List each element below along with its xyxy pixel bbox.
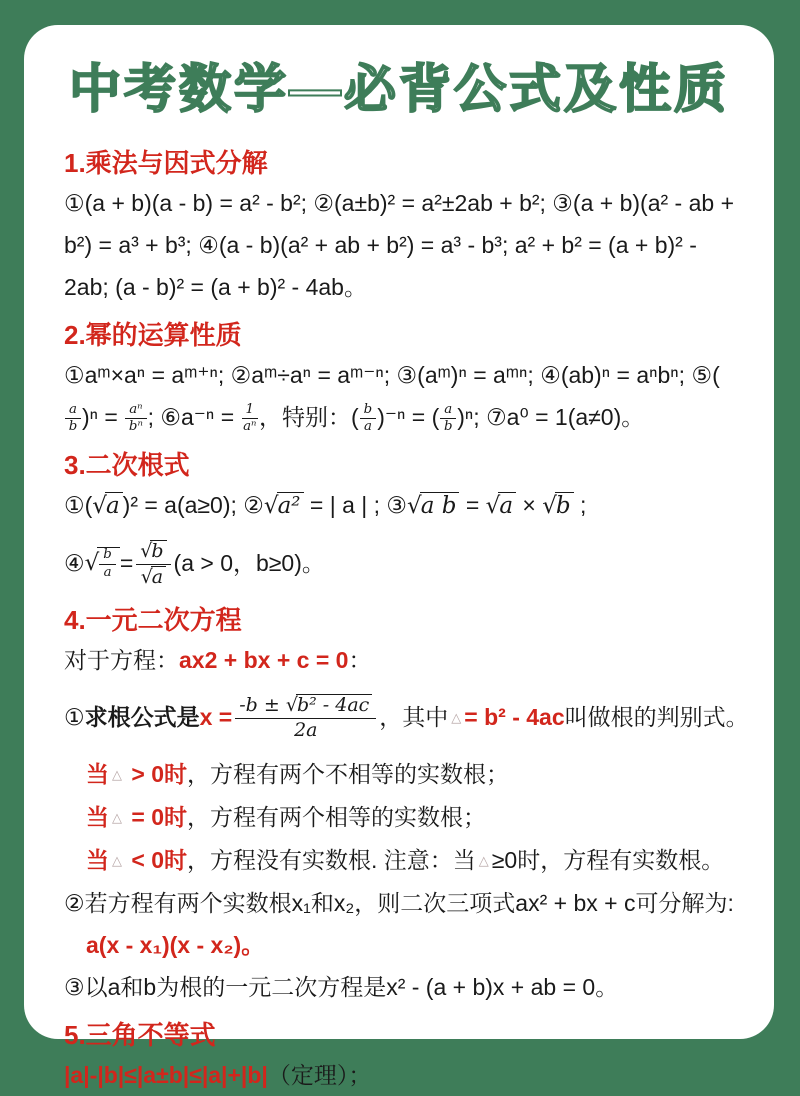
equation-highlight: = b² - 4ac	[464, 704, 565, 731]
fraction-denominator: aⁿ	[243, 419, 257, 435]
fraction-numerator	[235, 694, 376, 719]
radical	[542, 485, 573, 527]
formula-segment: )⁻ⁿ = (	[377, 404, 440, 430]
radicand: a	[151, 566, 166, 589]
quadratic-formula-fraction	[235, 694, 376, 742]
radicand: a b	[420, 492, 460, 519]
fraction-numerator	[136, 540, 170, 565]
case-text: ，方程有两个不相等的实数根；	[187, 761, 510, 787]
radical-sign: √	[263, 493, 277, 519]
radicand: a²	[277, 492, 304, 519]
formula-line-s3-2	[64, 535, 734, 593]
formula-segment: )² = a(a≥0); ②	[122, 492, 264, 518]
formula-segment: ①aᵐ×aⁿ = aᵐ⁺ⁿ; ②aᵐ÷aⁿ = aᵐ⁻ⁿ; ③(aᵐ)ⁿ = aᵐⁿ; ④(ab)ⁿ = aⁿbⁿ; ⑤(	[64, 362, 720, 388]
formula-segment: = | a | ; ③	[303, 492, 408, 518]
formula-line-s4-1	[64, 639, 734, 681]
fraction	[65, 403, 81, 435]
radical	[141, 566, 166, 589]
fraction	[99, 548, 116, 580]
radicand	[97, 547, 120, 580]
fraction-numerator: b	[99, 548, 116, 565]
formula-segment: ×	[516, 492, 543, 518]
formula-sheet	[24, 128, 774, 1096]
formula-segment: 叫做根的判别式。	[564, 704, 749, 731]
section-heading-exponent-rules: 2.幂的运算性质	[64, 320, 242, 350]
case-line-positive-discriminant	[64, 753, 734, 796]
formula-segment: （定理）；	[267, 1062, 372, 1088]
case-label: 当	[86, 804, 109, 830]
radical	[407, 485, 459, 527]
fraction-denominator: b	[68, 419, 78, 435]
radicand: a	[498, 492, 516, 519]
formula-segment: ①	[64, 704, 85, 731]
case-text: ，方程没有实数根. 注意：当	[187, 847, 476, 873]
radical	[140, 540, 166, 563]
discriminant-triangle: △	[112, 767, 122, 782]
content-card	[24, 25, 774, 1088]
radical-sign: √	[92, 493, 105, 519]
formula-paragraph-s1: ①(a + b)(a - b) = a² - b²; ②(a±b)² = a²±2ab + b²; ③(a + b)(a² - ab + b²) = a³ + b³; ④(a - b)(a² + ab + b²) = a³ - b³; a² + b² = (a + b)² - 2ab; (a - b)² = (a + b)² - 4ab。	[64, 190, 734, 300]
case-label: = 0时	[125, 804, 188, 830]
radicand: b	[555, 492, 574, 519]
radical-sign: √	[407, 493, 420, 519]
radical-sign: √	[485, 493, 499, 519]
formula-segment: )ⁿ =	[81, 404, 125, 430]
factored-form-highlight: a(x - x₁)(x - x₂)。	[86, 932, 265, 958]
equation-highlight: ax2 + bx + c = 0	[179, 647, 349, 673]
page-title: 中考数学—必背公式及性质	[68, 61, 729, 119]
section-heading-quadratic-radicals: 3.二次根式	[64, 450, 190, 480]
radical	[264, 485, 304, 527]
case-line-zero-discriminant	[64, 796, 734, 839]
case-label: 当	[86, 761, 109, 787]
discriminant-triangle: △	[478, 853, 489, 868]
fraction-denominator: b	[443, 419, 453, 435]
fraction-numerator: a	[440, 403, 456, 420]
discriminant-triangle: △	[112, 853, 122, 868]
formula-line-s3-1	[64, 484, 734, 527]
formula-segment: ④	[64, 550, 85, 577]
fraction	[125, 403, 146, 435]
inequality-highlight: |a|-|b|≤|a±b|≤|a|+|b|	[64, 1062, 268, 1088]
formula-line-s4-8: ③以a和b为根的一元二次方程是x² - (a + b)x + ab = 0。	[64, 974, 619, 1000]
fraction-denominator: 2a	[294, 719, 318, 741]
fraction	[440, 403, 456, 435]
radical-sign: √	[542, 493, 555, 519]
case-label: 当	[86, 847, 109, 873]
formula-segment: ，特别：(	[259, 404, 359, 430]
formula-segment: 求根公式是	[84, 704, 200, 731]
radicand: a	[105, 492, 123, 519]
fraction	[360, 403, 377, 435]
fraction-denominator: bⁿ	[128, 419, 143, 435]
fraction	[242, 403, 258, 435]
radical	[286, 694, 372, 717]
radical-sign: √	[84, 550, 98, 577]
section-heading-quadratic-equation: 4.一元二次方程	[64, 605, 242, 635]
fraction-numerator: b	[360, 403, 377, 420]
formula-segment: ，其中	[379, 704, 449, 731]
fraction-denominator	[141, 565, 166, 589]
discriminant-triangle: △	[451, 710, 462, 726]
fraction-numerator: a	[65, 403, 81, 420]
case-label: > 0时	[125, 761, 188, 787]
formula-segment: -b ±	[239, 694, 286, 717]
radicand: b	[150, 540, 166, 563]
formula-segment: ; ⑥a⁻ⁿ =	[147, 404, 241, 430]
section-heading-multiplication-factorization: 1.乘法与因式分解	[64, 148, 268, 178]
equation-highlight: x =	[199, 704, 233, 731]
radicand: b² - 4ac	[296, 694, 372, 717]
section-heading-triangle-inequality: 5.三角不等式	[64, 1020, 216, 1050]
formula-segment: ;	[573, 492, 587, 518]
quadratic-formula-line	[64, 689, 749, 747]
formula-segment: =	[119, 550, 134, 577]
radical-sign: √	[140, 565, 151, 588]
fraction-denominator: a	[103, 565, 112, 580]
formula-segment: =	[459, 492, 486, 518]
radical	[486, 485, 516, 527]
discriminant-triangle: △	[112, 810, 122, 825]
formula-segment: )ⁿ; ⑦a⁰ = 1(a≠0)。	[457, 404, 645, 430]
formula-segment: 对于方程：	[64, 647, 179, 673]
formula-segment: ①(	[64, 492, 93, 518]
formula-segment: ：	[348, 647, 372, 673]
case-label: < 0时	[125, 847, 188, 873]
case-text: ≥0时，方程有实数根。	[491, 847, 725, 873]
radical-sign: √	[140, 539, 151, 562]
formula-line-s4-6: ②若方程有两个实数根x₁和x₂，则二次三项式ax² + bx + c可分解为:	[64, 890, 734, 916]
radical	[92, 485, 122, 527]
fraction-numerator: 1	[242, 403, 258, 420]
formula-line-s5-1	[64, 1054, 734, 1096]
formula-paragraph-s2	[64, 354, 734, 438]
radical	[85, 547, 120, 580]
radical-sign: √	[285, 694, 296, 717]
case-line-negative-discriminant	[64, 839, 734, 882]
case-text: ，方程有两个相等的实数根；	[187, 804, 487, 830]
fraction	[136, 540, 170, 589]
fraction-denominator: a	[363, 419, 372, 435]
formula-segment: (a > 0，b≥0)。	[173, 550, 325, 577]
fraction-numerator: aⁿ	[125, 403, 146, 420]
